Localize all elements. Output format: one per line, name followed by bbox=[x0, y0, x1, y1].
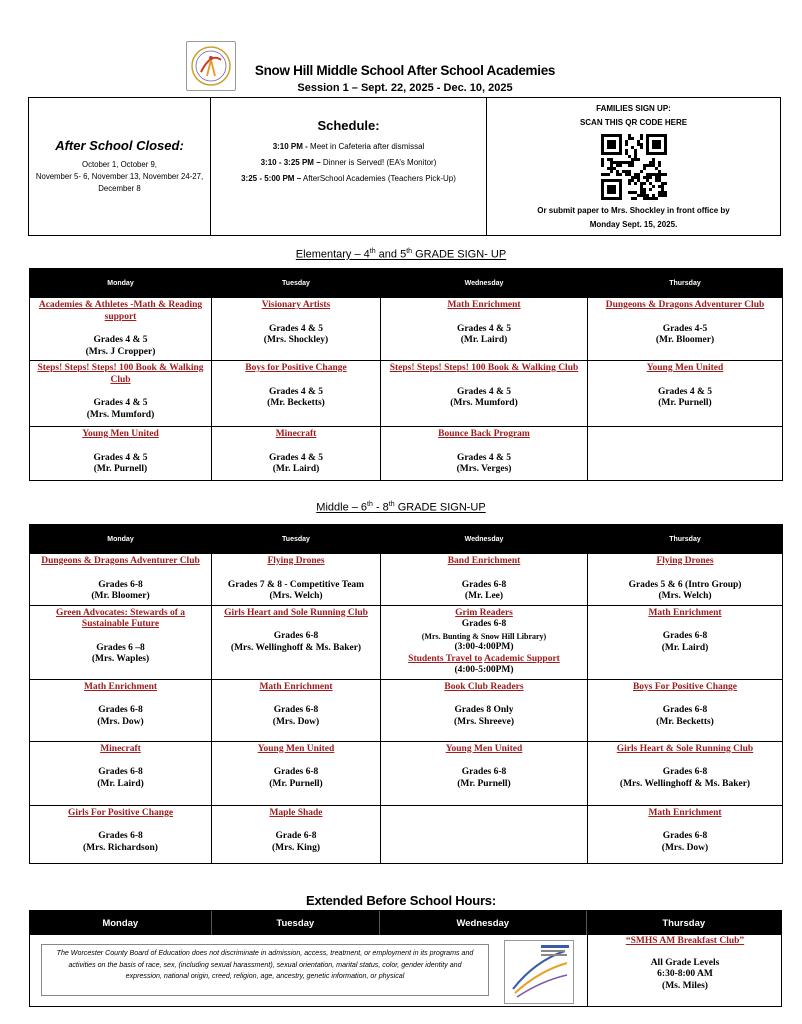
program-name[interactable]: Green Advocates: Stewards of a Sustainable Future bbox=[55, 607, 186, 629]
grade-level: Grades 6-8 bbox=[273, 767, 319, 777]
program-cell bbox=[588, 427, 783, 481]
teacher-name: (Mrs. Dow) bbox=[272, 716, 320, 727]
day-header: Thursday bbox=[662, 917, 706, 929]
program-name[interactable]: Flying Drones bbox=[267, 556, 325, 566]
program-cell bbox=[212, 361, 381, 427]
program-name[interactable]: Minecraft bbox=[100, 743, 141, 754]
grade-level: Grades 4 & 5 bbox=[456, 386, 512, 397]
teacher-name: (Mrs. Welch) bbox=[658, 591, 712, 601]
teacher-name: (Mr. Laird) bbox=[661, 642, 709, 653]
program-cell bbox=[381, 298, 588, 361]
grade-level: Grade 6-8 bbox=[275, 831, 317, 841]
program-cell bbox=[588, 805, 783, 863]
elementary-section-label: Elementary – 4th and 5th GRADE SIGN- UP bbox=[295, 248, 507, 261]
schedule-time: 3:10 PM - bbox=[272, 142, 308, 151]
program-cell bbox=[381, 361, 588, 427]
schedule-title: Schedule: bbox=[317, 118, 380, 133]
closed-dates bbox=[36, 159, 203, 195]
day-header: Thursday bbox=[588, 525, 783, 554]
program-cell bbox=[381, 679, 588, 741]
program-cell bbox=[588, 605, 783, 679]
day-header: Wednesday bbox=[381, 525, 588, 554]
grade-level: Grades 4 & 5 bbox=[93, 398, 148, 408]
page-title: Snow Hill Middle School After School Academies bbox=[254, 63, 556, 78]
program-time: (4:00-5:00PM) bbox=[454, 665, 514, 675]
program-cell bbox=[212, 427, 381, 481]
teacher-name: (Mr. Purnell) bbox=[457, 778, 511, 789]
table-row bbox=[30, 605, 783, 679]
program-cell bbox=[30, 361, 212, 427]
grade-level: Grades 4 & 5 bbox=[268, 452, 324, 463]
nondiscrimination-notice: The Worcester County Board of Education does not discriminate in admission, access, treatment, or employment in its programs and activities on the basis of race, sex, (including sexual harassment), sexual orientation, marital status, color, gender identity and expression, national origin, creed, religion, age, ancestry, genetic information, or physical bbox=[41, 944, 489, 996]
closed-dates-panel bbox=[29, 98, 211, 235]
program-name[interactable]: Math Enrichment bbox=[83, 681, 158, 692]
grade-level: Grades 4 & 5 bbox=[93, 335, 148, 345]
teacher-name: (Mrs. Welch) bbox=[269, 591, 323, 601]
day-header: Monday bbox=[30, 269, 212, 298]
grade-level: Grades 6-8 bbox=[98, 767, 143, 777]
table-row bbox=[30, 427, 783, 481]
teacher-name: (Mr. Becketts) bbox=[267, 398, 325, 408]
schedule-time: 3:10 - 3:25 PM – bbox=[260, 158, 321, 167]
program-name[interactable]: Boys for Positive Change bbox=[245, 363, 347, 373]
teacher-name: (Mrs. King) bbox=[271, 842, 321, 853]
day-header: Monday bbox=[30, 525, 212, 554]
program-cell bbox=[30, 679, 212, 741]
grade-level: Grades 4 & 5 bbox=[456, 452, 512, 463]
program-name[interactable]: “SMHS AM Breakfast Club” bbox=[625, 936, 745, 946]
program-name[interactable]: Girls Heart and Sole Running Club bbox=[224, 607, 368, 618]
program-name[interactable]: Dungeons & Dragons Adventurer Club bbox=[41, 556, 200, 566]
teacher-name: (Mr. Bloomer) bbox=[91, 591, 150, 601]
program-name[interactable]: Steps! Steps! Steps! 100 Book & Walking Club bbox=[37, 363, 204, 385]
program-cell bbox=[381, 805, 588, 863]
school-logo-icon bbox=[186, 41, 236, 91]
schedule-text: Meet in Cafeteria after dismissal bbox=[307, 142, 425, 151]
teacher-name: (Mrs. Dow) bbox=[661, 842, 709, 853]
info-box bbox=[28, 97, 781, 236]
grade-level: Grades 6-8 bbox=[461, 619, 507, 629]
program-name[interactable]: Young Men United bbox=[82, 429, 159, 439]
day-header: Monday bbox=[30, 911, 212, 935]
program-cell bbox=[381, 741, 588, 805]
table-row bbox=[30, 554, 783, 606]
program-cell bbox=[212, 605, 381, 679]
grade-level: All Grade Levels bbox=[650, 957, 720, 968]
grade-level: Grades 4 & 5 bbox=[456, 323, 512, 334]
schedule-line bbox=[211, 171, 486, 187]
table-row bbox=[30, 805, 783, 863]
teacher-name: (Mrs. Bunting & Snow Hill Library) bbox=[421, 631, 547, 641]
teacher-name: (Mr. Laird) bbox=[97, 778, 144, 789]
program-cell bbox=[381, 605, 588, 679]
schedule-line bbox=[211, 155, 486, 171]
program-cell bbox=[588, 554, 783, 606]
middle-section-label: Middle – 6th - 8th GRADE SIGN-UP bbox=[316, 501, 486, 514]
grade-level: Grades 6-8 bbox=[98, 705, 143, 715]
grade-level: Grades 7 & 8 - Competitive Team bbox=[227, 579, 365, 590]
teacher-name: (Mrs. Verges) bbox=[456, 464, 512, 474]
teacher-name: (Mrs. Shockley) bbox=[263, 335, 329, 345]
day-header: Wednesday bbox=[380, 911, 586, 935]
program-name[interactable]: Math Enrichment bbox=[648, 607, 722, 618]
middle-schedule-table bbox=[29, 524, 783, 864]
program-name[interactable]: Visionary Artists bbox=[261, 300, 331, 310]
program-name[interactable]: Girls For Positive Change bbox=[67, 807, 174, 818]
teacher-name: (Ms. Miles) bbox=[662, 980, 708, 991]
program-cell bbox=[30, 554, 212, 606]
grade-level: Grades 6-8 bbox=[662, 767, 708, 777]
schedule-panel bbox=[211, 98, 487, 235]
program-cell bbox=[30, 605, 212, 679]
program-cell bbox=[30, 741, 212, 805]
grade-level: Grades 6-8 bbox=[461, 579, 507, 590]
program-name[interactable]: Young Men United bbox=[257, 743, 335, 754]
program-name[interactable]: Steps! Steps! Steps! 100 Book & Walking Club bbox=[389, 363, 579, 373]
qr-code-icon[interactable] bbox=[601, 134, 667, 200]
signup-panel bbox=[487, 98, 780, 235]
teacher-name: (Mrs. Dow) bbox=[97, 716, 144, 727]
day-header: Wednesday bbox=[381, 269, 588, 298]
teacher-name: (Mr. Purnell) bbox=[93, 464, 148, 474]
teacher-name: (Mrs. Richardson) bbox=[83, 842, 158, 853]
extended-title: Extended Before School Hours: bbox=[306, 893, 496, 908]
program-logo-icon bbox=[504, 940, 574, 1004]
schedule-text: Dinner is Served! (EA’s Monitor) bbox=[320, 158, 437, 167]
program-cell bbox=[30, 298, 212, 361]
program-name[interactable]: Minecraft bbox=[275, 429, 317, 439]
teacher-name: (Mrs. Wellinghoff & Ms. Baker) bbox=[619, 778, 751, 789]
grade-level: Grades 4 & 5 bbox=[657, 386, 713, 397]
program-cell bbox=[30, 805, 212, 863]
grade-level: Grades 6-8 bbox=[662, 631, 708, 641]
program-cell bbox=[588, 298, 783, 361]
session-dates: Session 1 – Sept. 22, 2025 - Dec. 10, 2025 bbox=[297, 82, 513, 94]
teacher-name: (Mrs. J Cropper) bbox=[85, 346, 156, 357]
program-cell bbox=[588, 741, 783, 805]
program-name[interactable]: Maple Shade bbox=[269, 807, 323, 818]
program-name[interactable]: Math Enrichment bbox=[648, 807, 722, 818]
program-cell bbox=[212, 298, 381, 361]
grade-level: Grades 6-8 bbox=[98, 831, 143, 841]
teacher-name: (Mrs. Shreeve) bbox=[454, 716, 514, 727]
program-cell bbox=[212, 554, 381, 606]
grade-level: Grades 6-8 bbox=[662, 831, 708, 841]
grade-level: Grades 6-8 bbox=[98, 579, 143, 590]
teacher-name: (Mr. Purnell) bbox=[269, 778, 323, 789]
program-name[interactable]: Band Enrichment bbox=[447, 556, 521, 566]
schedule-line bbox=[211, 139, 486, 155]
table-row bbox=[30, 741, 783, 805]
program-cell bbox=[381, 554, 588, 606]
program-cell bbox=[30, 427, 212, 481]
program-name[interactable]: Young Men United bbox=[445, 743, 523, 754]
teacher-name: (Mrs. Mumford) bbox=[86, 409, 155, 420]
grade-level: Grades 4-5 bbox=[662, 323, 708, 334]
program-name[interactable]: Young Men United bbox=[646, 363, 724, 373]
closed-line: November 5- 6, November 13, November 24-27, bbox=[35, 172, 204, 181]
day-header: Thursday bbox=[588, 269, 783, 298]
grade-level: Grades 6-8 bbox=[662, 705, 708, 715]
grade-level: Grades 6-8 bbox=[273, 631, 319, 641]
program-time: (3:00-4:00PM) bbox=[454, 642, 514, 652]
grade-level: Grades 6-8 bbox=[461, 767, 507, 777]
program-cell bbox=[588, 679, 783, 741]
program-name[interactable]: Girls Heart & Sole Running Club bbox=[616, 743, 754, 754]
program-name[interactable]: Flying Drones bbox=[656, 556, 714, 566]
program-name[interactable]: Dungeons & Dragons Adventurer Club bbox=[605, 300, 765, 310]
program-name[interactable]: Book Club Readers bbox=[444, 681, 524, 692]
extended-header-row bbox=[30, 911, 781, 935]
program-cell bbox=[381, 427, 588, 481]
program-name[interactable]: Math Enrichment bbox=[447, 300, 521, 310]
teacher-name: (Mr. Laird) bbox=[272, 464, 320, 474]
program-name[interactable]: Grim Readers bbox=[455, 607, 513, 618]
teacher-name: (Mr. Bloomer) bbox=[655, 335, 715, 345]
program-name[interactable]: Math Enrichment bbox=[259, 681, 333, 692]
teacher-name: (Mrs. Mumford) bbox=[450, 398, 518, 408]
extra-program bbox=[384, 654, 584, 666]
program-cell bbox=[588, 361, 783, 427]
day-header: Tuesday bbox=[212, 911, 381, 935]
closed-line: October 1, October 9, bbox=[82, 160, 157, 169]
teacher-name: (Mr. Lee) bbox=[464, 591, 504, 601]
closed-line: December 8 bbox=[98, 184, 141, 193]
elementary-schedule-table bbox=[29, 268, 783, 481]
grade-level: Grades 4 & 5 bbox=[93, 452, 148, 463]
grade-level: Grades 5 & 6 (Intro Group) bbox=[628, 579, 742, 590]
program-name[interactable]: Academies & Athletes -Math & Reading support bbox=[38, 300, 203, 322]
submit-line: Or submit paper to Mrs. Shockley in front office by bbox=[537, 206, 730, 215]
day-header: Tuesday bbox=[212, 269, 381, 298]
closed-title: After School Closed: bbox=[55, 138, 184, 153]
program-cell bbox=[212, 805, 381, 863]
schedule-time: 3:25 - 5:00 PM – bbox=[241, 174, 302, 183]
grade-level: Grades 4 & 5 bbox=[268, 323, 324, 334]
teacher-name: (Mrs. Waples) bbox=[91, 654, 150, 664]
program-cell bbox=[212, 741, 381, 805]
signup-line: SCAN THIS QR CODE HERE bbox=[579, 118, 688, 127]
day-header: Tuesday bbox=[212, 525, 381, 554]
program-name[interactable]: Academic Support bbox=[484, 653, 560, 664]
schedule-text: AfterSchool Academies (Teachers Pick-Up) bbox=[301, 174, 456, 183]
teacher-name: (Mr. Becketts) bbox=[656, 716, 714, 727]
teacher-name: (Mr. Purnell) bbox=[658, 398, 712, 408]
grade-level: Grades 8 Only bbox=[454, 705, 514, 715]
program-cell bbox=[212, 679, 381, 741]
program-name[interactable]: Boys For Positive Change bbox=[632, 681, 738, 692]
breakfast-club-cell bbox=[587, 934, 782, 1007]
program-name[interactable]: Students Travel to bbox=[408, 653, 483, 664]
program-name[interactable]: Bounce Back Program bbox=[438, 429, 530, 439]
grade-level: Grades 6-8 bbox=[273, 705, 319, 715]
teacher-name: (Mrs. Wellinghoff & Ms. Baker) bbox=[230, 642, 362, 653]
submit-line: Monday Sept. 15, 2025. bbox=[589, 220, 678, 229]
table-row bbox=[30, 679, 783, 741]
teacher-name: (Mr. Laird) bbox=[460, 335, 508, 345]
table-row bbox=[30, 298, 783, 361]
table-row bbox=[30, 361, 783, 427]
grade-level: Grades 6 –8 bbox=[96, 642, 145, 653]
grade-level: Grades 4 & 5 bbox=[268, 386, 324, 397]
program-time: 6:30-8:00 AM bbox=[657, 969, 713, 979]
signup-line: FAMILIES SIGN UP: bbox=[596, 104, 671, 113]
